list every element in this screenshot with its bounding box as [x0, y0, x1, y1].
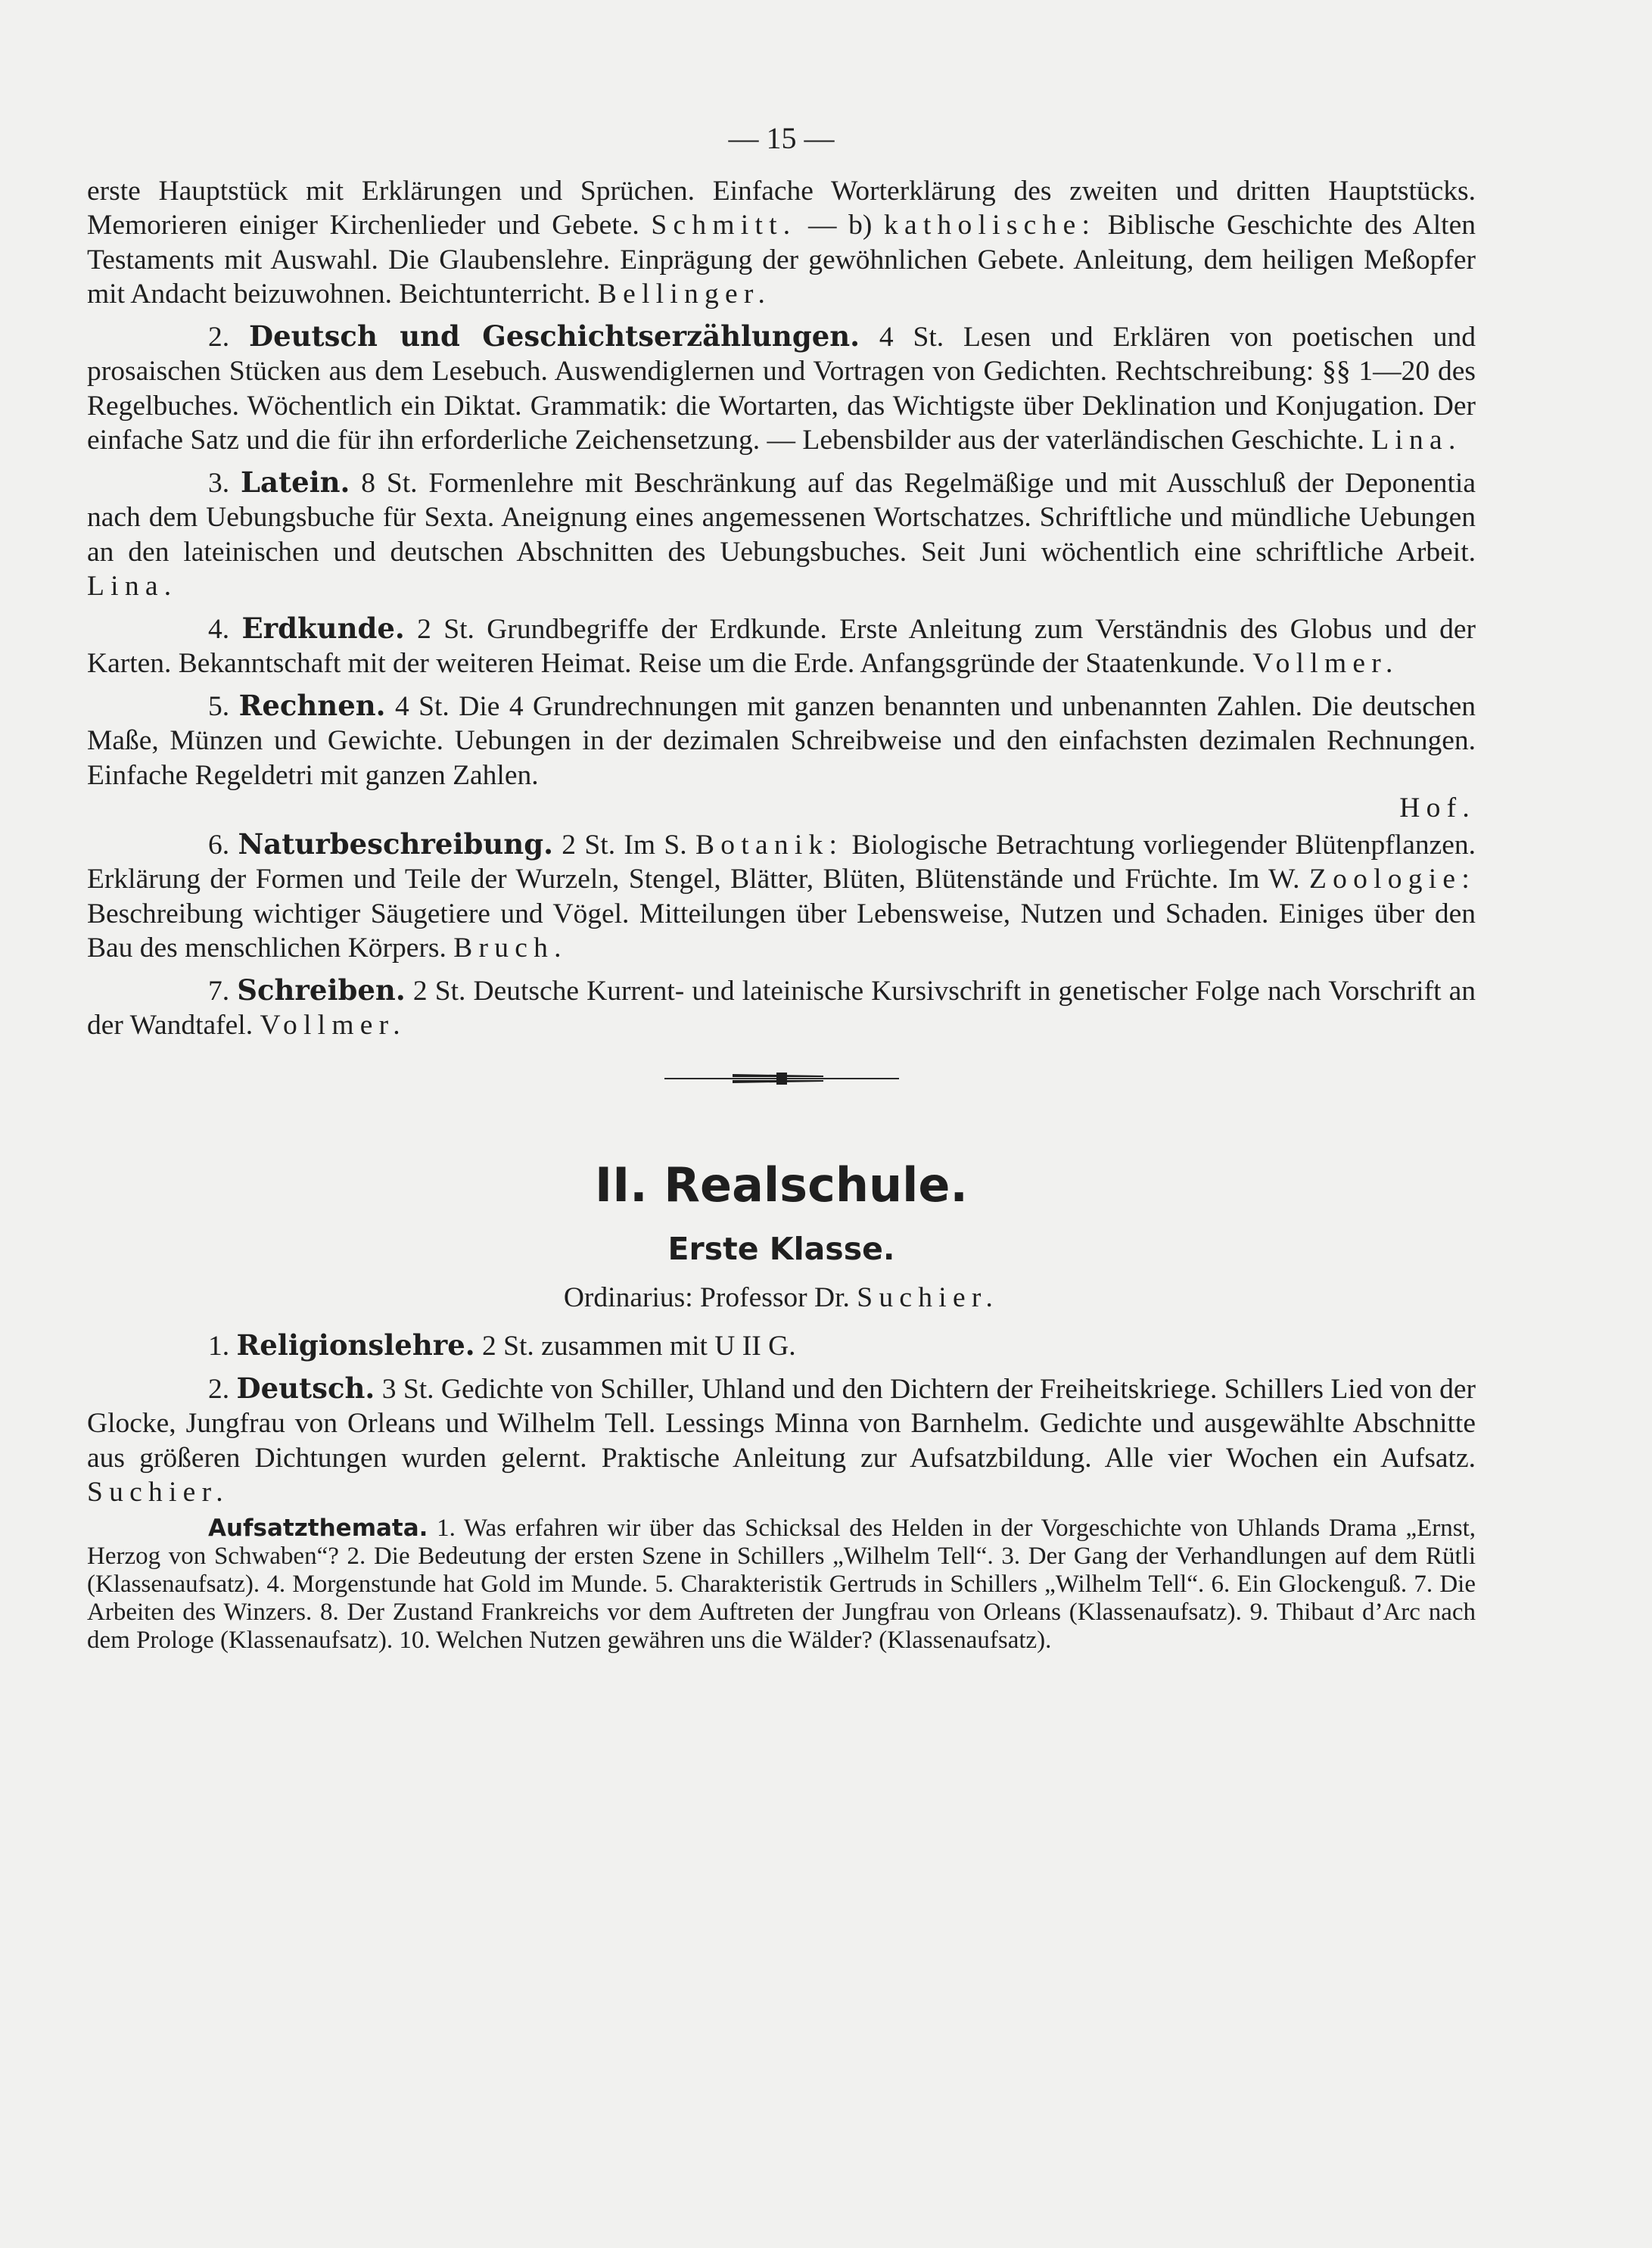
section-title: Deutsch.: [236, 1371, 375, 1405]
section-title: Schreiben.: [237, 973, 406, 1007]
section-title: Deutsch und Geschichtserzählungen.: [248, 319, 860, 353]
section-rechnen: 5. Rechnen. 4 St. Die 4 Grundrechnungen mit ganzen benannten und unbenannten Zahlen. Die deutschen Maße, Münzen und Gewichte. Uebungen in der dezimalen Schreibweise und den einfachsten dezimalen Rechnungen. Einfache Regeldetri mit ganzen Zahlen.: [87, 688, 1476, 791]
ordinarius-line: Ordinarius: Professor Dr. Suchier.: [563, 1281, 1000, 1313]
section-naturbeschreibung: 6. Naturbeschreibung. 2 St. Im S. Botanik: Biologische Betrachtung vorliegender Blütenpflanzen. Erklärung der Formen und Teile der Wurzeln, Stengel, Blätter, Blüten, Blütenstände und Früchte. Im W. Zoologie: Beschreibung wichtiger Säugetiere und Vögel. Mitteilungen über Lebensweise, Nutzen und Schaden. Einiges über den Bau des menschlichen Körpers. Bruch.: [87, 827, 1476, 964]
aufsatzthemata-label: Aufsatzthemata.: [208, 1514, 428, 1542]
teacher-name: Vollmer.: [1252, 648, 1399, 679]
teacher-name: Schmitt.: [651, 210, 797, 241]
document-page: [87, 121, 1476, 1655]
section-schreiben: 7. Schreiben. 2 St. Deutsche Kurrent- und lateinische Kursivschrift in genetischer Folge nach Vorschrift an der Wandtafel. Vollmer.: [87, 973, 1476, 1041]
rechnen-teacher: [87, 791, 1476, 826]
section-erdkunde: 4. Erdkunde. 2 St. Grundbegriffe der Erdkunde. Erste Anleitung zum Verständnis des Globus und der Karten. Bekanntschaft mit der weiteren Heimat. Reise um die Erde. Anfangsgründe der Staatenkunde. Vollmer.: [87, 611, 1476, 679]
section-deutsch: 2. Deutsch und Geschichtserzählungen. 4 St. Lesen und Erklären von poetischen und prosaischen Stücken aus dem Lesebuch. Auswendiglernen und Vortragen von Gedichten. Rechtschreibung: §§ 1—20 des Regelbuches. Wöchentlich ein Diktat. Grammatik: die Wortarten, das Wichtigste über Deklination und Konjugation. Der einfache Satz und die für ihn erforderliche Zeichensetzung. — Lebensbilder aus der vaterländischen Geschichte. Lina.: [87, 319, 1476, 456]
heading-erste-klasse: Erste Klasse.: [667, 1230, 895, 1267]
section-divider-ornament: [87, 1066, 1476, 1088]
teacher-name: Suchier.: [857, 1281, 1000, 1313]
teacher-name: Hof.: [1399, 792, 1476, 824]
section-religionslehre: 1. Religionslehre. 2 St. zusammen mit U II G.: [208, 1328, 796, 1362]
section-title: Erdkunde.: [241, 611, 405, 645]
teacher-name: Suchier.: [87, 1477, 229, 1508]
section-latein: 3. Latein. 8 St. Formenlehre mit Beschränkung auf das Regelmäßige und mit Ausschluß der Deponentia nach dem Uebungsbuche für Sexta. Aneignung eines angemessenen Wortschatzes. Schriftliche und mündliche Uebungen an den lateinischen und deutschen Abschnitten des Uebungsbuches. Seit Juni wöchentlich eine schriftliche Arbeit. Lina.: [87, 465, 1476, 602]
teacher-name: Lina.: [1371, 425, 1462, 456]
teacher-name: Bellinger.: [597, 279, 772, 310]
teacher-name: Vollmer.: [260, 1010, 406, 1041]
section-title: Religionslehre.: [236, 1328, 475, 1362]
aufsatzthemata: Aufsatzthemata. 1. Was erfahren wir über das Schicksal des Helden in der Vorgeschichte von Uhlands Drama „Ernst, Herzog von Schwaben“? 2. Die Bedeutung der ersten Szene in Schillers „Wilhelm Tell“. 3. Der Gang der Verhandlungen auf dem Rütli (Klassenaufsatz). 4. Morgenstunde hat Gold im Munde. 5. Charakteristik Gertruds in Schillers „Wilhelm Tell“. 6. Ein Glockenguß. 7. Die Arbeiten des Winzers. 8. Der Zustand Frankreichs vor dem Auftreten der Jungfrau von Orleans (Klassenaufsatz). 9. Thibaut d’Arc nach dem Prologe (Klassenaufsatz). 10. Welchen Nutzen gewähren uns die Wälder? (Klassenaufsatz).: [87, 1514, 1476, 1654]
teacher-name: Bruch.: [453, 933, 568, 964]
divider-ornament-icon: [664, 1066, 899, 1088]
teacher-name: Lina.: [87, 571, 178, 602]
section-title: Rechnen.: [238, 688, 386, 722]
heading-realschule: II. Realschule.: [595, 1157, 968, 1213]
section-title: Latein.: [240, 465, 350, 499]
section-deutsch-realschule: 2. Deutsch. 3 St. Gedichte von Schiller, Uhland und den Dichtern der Freiheitskriege. Schillers Lied von der Glocke, Jungfrau von Orleans und Wilhelm Tell. Lessings Minna von Barnhelm. Gedichte und ausgewählte Abschnitte aus größeren Dichtungen wurden gelernt. Praktische Anleitung zur Aufsatzbildung. Alle vier Wochen ein Aufsatz. Suchier.: [87, 1371, 1476, 1508]
religion-continuation: erste Hauptstück mit Erklärungen und Sprüchen. Einfache Worterklärung des zweiten und dritten Hauptstücks. Memorieren einiger Kirchenlieder und Gebete. Schmitt. — b) katholische: Biblische Geschichte des Alten Testaments mit Auswahl. Die Glaubenslehre. Einprägung der gewöhnlichen Gebete. Anleitung, dem heiligen Meßopfer mit Andacht beizuwohnen. Beichtunterricht. Bellinger.: [87, 175, 1476, 310]
page-number: — 15 —: [728, 121, 835, 155]
section-title: Naturbeschreibung.: [238, 827, 553, 861]
